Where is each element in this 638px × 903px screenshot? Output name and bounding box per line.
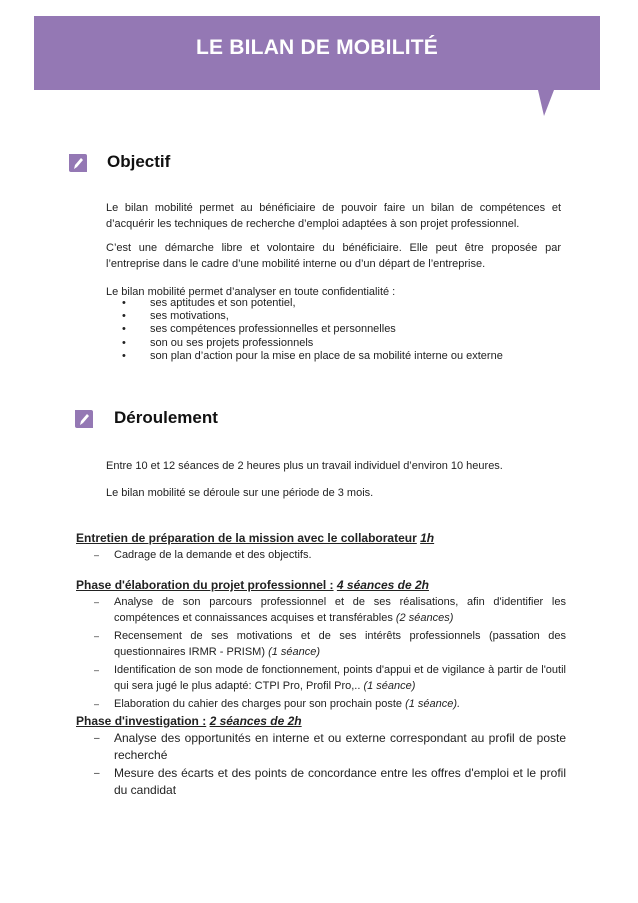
phase-steps	[76, 547, 566, 563]
list-item	[76, 730, 566, 764]
list-item: • ses compétences professionnelles et personnelles	[118, 323, 503, 336]
step-text: Recensement de ses motivations et de ses intérêts professionnels (passation des questionnaires IRMR - PRISM)	[114, 630, 566, 658]
list-item: • ses aptitudes et son potentiel,	[118, 297, 503, 310]
deroulement-paragraph-1: Entre 10 et 12 séances de 2 heures plus un travail individuel d’environ 10 heures.	[106, 460, 503, 472]
list-item	[76, 628, 566, 660]
phase-investigation	[76, 712, 566, 799]
phase-preparation	[76, 529, 566, 563]
objectif-bullet-list	[118, 297, 503, 363]
objectif-paragraph-3: Le bilan mobilité permet d’analyser en toute confidentialité :	[106, 286, 396, 298]
step-note: (1 séance).	[405, 698, 461, 710]
list-item	[76, 765, 566, 799]
step-text: Elaboration du cahier des charges pour son prochain poste	[114, 698, 403, 710]
section-title-objectif: Objectif	[107, 152, 171, 171]
objectif-paragraph-1: Le bilan mobilité permet au bénéficiaire de pouvoir faire un bilan de compétences et d’acquérir les techniques de recherche d’emploi adaptées à son projet professionnel.	[106, 202, 561, 230]
section-title-deroulement: Déroulement	[114, 408, 218, 427]
phase-duration: 2 séances de 2h	[209, 714, 302, 728]
list-item: • son ou ses projets professionnels	[118, 337, 503, 350]
banner-shape	[34, 16, 600, 116]
list-item	[76, 547, 566, 563]
step-text: Analyse des opportunités en interne et ou externe correspondant au profil de poste recherché	[114, 731, 566, 762]
list-item	[76, 594, 566, 626]
step-text: Cadrage de la demande et des objectifs.	[114, 549, 312, 561]
phase-title-text: Phase d'investigation :	[76, 714, 207, 728]
phase-steps	[76, 594, 566, 712]
phase-title-text: Entretien de préparation de la mission avec le collaborateur	[76, 531, 417, 545]
phase-elaboration	[76, 576, 566, 712]
title-banner	[34, 16, 600, 116]
step-note: (2 séances)	[395, 612, 454, 624]
page-title: LE BILAN DE MOBILITÉ	[196, 36, 438, 59]
phase-title-text: Phase d'élaboration du projet professionnel :	[76, 578, 334, 592]
deroulement-paragraph-2: Le bilan mobilité se déroule sur une période de 3 mois.	[106, 487, 374, 499]
step-text: Analyse de son parcours professionnel et de ses réalisations, afin d'identifier les compétences et connaissances acquises et transférables	[114, 596, 566, 624]
phase-duration: 1h	[420, 531, 435, 545]
step-note: (1 séance)	[363, 680, 416, 692]
step-text: Mesure des écarts et des points de concordance entre les offres d'emploi et le profil du candidat	[114, 766, 566, 797]
phase-steps	[76, 730, 566, 799]
phase-duration: 4 séances de 2h	[336, 578, 429, 592]
objectif-paragraph-2: C’est une démarche libre et volontaire du bénéficiaire. Elle peut être proposée par l’entreprise dans le cadre d’une mobilité interne ou d’un départ de l’entreprise.	[106, 242, 561, 270]
pencil-icon	[66, 152, 88, 174]
phase-title	[76, 576, 566, 594]
list-item	[76, 696, 566, 712]
list-item: • son plan d’action pour la mise en place de sa mobilité interne ou externe	[118, 350, 503, 363]
pencil-icon	[72, 408, 94, 430]
phase-title	[76, 712, 566, 730]
list-item	[76, 662, 566, 694]
list-item: • ses motivations,	[118, 310, 503, 323]
phase-title	[76, 529, 566, 547]
step-text: Identification de son mode de fonctionnement, points d'appui et de vigilance à partir de l'outil qui sera jugé le plus adapté: CTPI Pro, Profil Pro,..	[114, 664, 566, 692]
step-note: (1 séance)	[268, 646, 321, 658]
